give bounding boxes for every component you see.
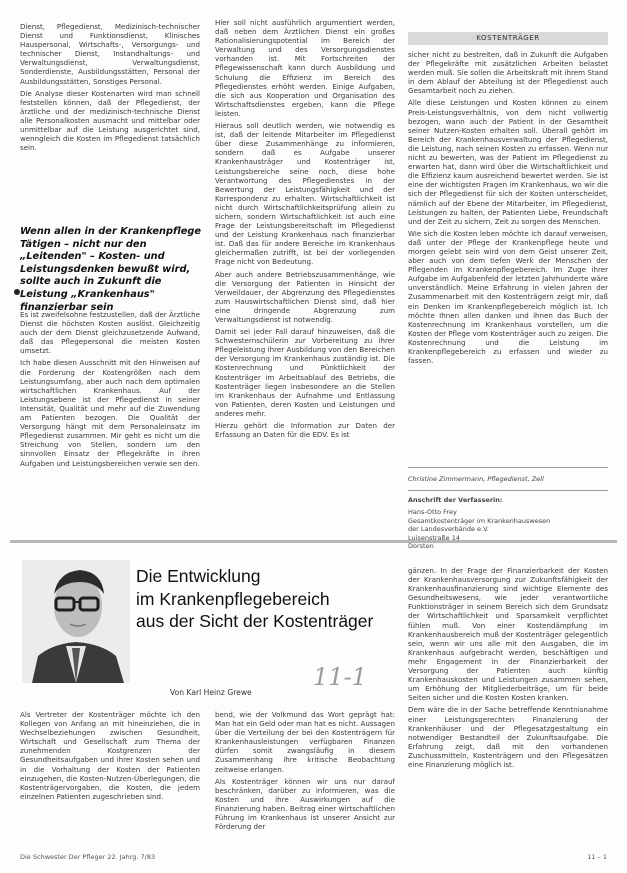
paragraph: Hier soll nicht ausführlich argumentiert werden, daß neben dem Ärztlichen Dienst ein großes Rationalisierungspotential im Bereich der Verwaltung und des Versorgungsdienstes vorhanden ist. Mit Fortschreiten der Pflegewissenschaft kann durch Ausbildung und Schulung die Effizienz im Bereich des Pflegedienstes erhöht werden. Einige Aufgaben, die sich aus Kooperation und Organisation des Wirtschaftsdienstes ergeben, kann die Pflege leisten. — [215, 18, 395, 118]
paragraph: Als Vertreter der Kostenträger möchte ich den Kollegen von Anfang an mit hineinziehen, die in Wechselbeziehungen zwischen Gesundheit, Wirtschaft und Gesellschaft zum Thema der zunehmenden Kostgrenzen der Gesundheitsaufgaben und ihrer Kosten sehen und in die Vorhaltung der Kosten der Patienten einzugehen, die Kosten-Nutzen-Überlegungen, die Kostenträgervorgaben, die Kosten, die jedem einzelnen Patienten zugeschrieben sind. — [20, 710, 200, 801]
paragraph: Als Kostenträger können wir uns nur darauf beschränken, darüber zu informieren, was die Kosten und ihre Auswirkungen auf die Finanzierung haben. Beitrag einer wirtschaftlichen Führung im Krankenhaus ist unserer Ansicht zur Förderung der — [215, 776, 395, 832]
page-number: 11 – 1 — [587, 853, 607, 861]
column-1-bottom-text — [20, 310, 200, 522]
title-line: im Krankenpflegebereich — [136, 588, 330, 609]
bullet-mark — [14, 289, 20, 295]
author-portrait-photo — [22, 560, 130, 683]
section-header-label: KOSTENTRÄGER — [408, 32, 608, 45]
page-footer — [20, 853, 607, 861]
journal-citation: Die Schwester Der Pfleger 22. Jahrg. 7/83 — [20, 853, 156, 861]
article-column-2 — [215, 710, 395, 845]
address-line: Dorsten — [408, 542, 434, 550]
paragraph: Hierzu gehört die Information zur Daten der Erfassung an Daten für die EDV. Es ist — [215, 421, 395, 440]
article-column-1 — [20, 710, 200, 845]
paragraph: Hieraus soll deutlich werden, wie notwendig es ist, daß der leitende Mitarbeiter im Pflegedienst über diese Zusammenhänge zu informieren, sondern daß es Aufgabe unserer Krankenhausträger und Kostenträger ist, Leistungsbereiche seine noch, diese hohe Verantwortung des Pflegedienstes in der Bewertung der Leistungsfähigkeit und der Korrespondenz zu erhalten. Wirtschaftlichkeit ist nicht durch Wirtschaftlichkeitsprüfung allein zu sichern, sondern Wirtschaftlichkeit ist auch eine Frage der Leistungsbereitschaft im Pflegedienst und der Leistung Krankenhaus nach finanzierbar ist. Daß das für andere Bereiche im Krankenhaus gleichermaßen zutrifft, ist bei der vorliegenden Frage nicht von Bedeutung. — [215, 121, 395, 267]
paragraph: Die Analyse dieser Kostenarten wird man schnell feststellen können, daß der Pflegedienst, der ärztliche und der medizinisch-technische Dienst alle Personalkosten ausmacht und mittelbar oder unmittelbar auf die Leistung ausgerichtet sind, wenngleich die Kosten im Pflegedienst tatsächlich sein. — [20, 88, 200, 153]
signature-line: Christine Zimmermann, Pflegedienst, Zell — [408, 475, 544, 483]
paragraph: Damit sei jeder Fall darauf hinzuweisen, daß die Schwesternschülerin zur Vorbereitung zu ihrer Pflegeleistung ihrer Ausbildung von den Bereichen der Versorgung im Krankenhaus zuständig ist. Die Kostenrechnung und Pünktlichkeit der Kostenträger im Arbeitsablauf des Betriebs, die Kostenträger liegen insbesondere an die Stellen im Krankenhaus der Aufnahme und Entlassung von Patienten, deren Kosten und Leistungen und anderes mehr. — [215, 327, 395, 418]
paragraph: Ich habe diesen Ausschnitt mit den Hinweisen auf die Forderung der Kostengrößen nach dem Leistungsumfang, aber auch nach dem optimalen wirtschaftlichen Krankenhaus. Auf der Leistungsebene ist der Pflegedienst in seiner Intensität, Qualität und mehr auf die Zuwendung am Patienten bezogen. Die Qualität der Versorgung hängt mit dem Personaleinsatz im Pflegedienst zusammen. Mir geht es nicht um die Streichung von Stellen, sondern um den sinnvollen Einsatz der Pflegekräfte in ihren Aufgaben und Leistungsbereichen verwie sen den. — [20, 358, 200, 468]
paragraph: Alle diese Leistungen und Kosten können zu einem Preis-Leistungsverhältnis, von dem nicht vollwertig bezogen, wann auch der Patient in der Gesamtheit seiner Nutzen-Kosten erhalten soll. Überall gehört im Bereich der Krankenhausverwaltung der Pflegedienst, die Leistung, nach seinen Kosten zu erfassen. Wenn nur nicht zu bewerten, was der Patient im Pflegedienst zu erwarten hat, dann wird über die Wirtschaftlichkeit und die Effizienz kaum ausreichend bewertet werden. Sie ist eine der wichtigsten Fragen im Krankenhaus, wo wir die sich der Pflegedienst für sich der Kosten unterscheidet, nämlich auf der Ebene der Mitarbeiter, im Pflegedienst, Leistungen zu halten, der Patienten Liebe, Freundschaft und der Zeit zu sichern, Zeit zu sorgen des Menschen. — [408, 98, 608, 226]
column-3-text — [408, 50, 608, 462]
paragraph: bend, wie der Volkmund das Wort geprägt hat: Man hat ein Geld oder man hat es nicht. Aussagen über die Verteilung der bei den Kostenträgern für Krankenhausleistungen verfügbaren Finanzen dürfen somit zwangsläufig in diesem Zusammenhang ihre kritische Beobachtung zeitweise erlangen. — [215, 710, 395, 774]
address-line: Gesamtkostenträger im Krankenhauswesen — [408, 516, 551, 525]
paragraph: Dienst, Pflegedienst, Medizinisch-technischer Dienst und Funktionsdienst, Klinisches Hauspersonal, Wirtschafts-, Versorgungs- und technischer Dienst, Instandhaltungs- und Verwaltungsdienst, Verwaltungsdienst, Sonderdienste, Ausbildungsstätten, Personal der Ausbildungsstätten, Sonstiges Personal. — [20, 22, 200, 86]
paragraph: Es ist zweifelsohne festzustellen, daß der Ärztliche Dienst die höchsten Kosten auslöst. Gleichzeitig auch der dem Dienst gleichzusetzende Aufwand, daß das Pflegepersonal die meisten Kosten umsetzt. — [20, 310, 200, 356]
article-author: Von Karl Heinz Grewe — [170, 688, 252, 697]
paragraph: Dem wäre die in der Sache betreffende Kenntnisnahme einer Leistungsgerechten Finanzierung der Krankenhäuser und der Pflegesatzgestaltung ein notwendiger Bestandteil der Zukunftsaufgabe. Die Erfahrung zeigt, daß mit den vorhandenen Zuschussmitteln, Kostenträgern und den Pflegesätzen eine Finanzierung möglich ist. — [408, 705, 608, 769]
address-line: Hans-Otto Frey — [408, 508, 457, 516]
handwritten-page-mark: 11-1 — [313, 663, 367, 691]
title-line: Die Entwicklung — [136, 566, 261, 586]
section-divider — [10, 540, 617, 543]
column-2-text — [215, 18, 395, 526]
paragraph: sicher nicht zu bestreiten, daß in Zukunft die Aufgaben der Pflegekräfte mit zusätzlichen Arbeiten belastet werden muß. Sie sollen die Arbeitskraft mit ihrem Stand in dem Ablauf der Abteilung ist der Pflegedienst auch Gesamtarbeit noch zu ziehen. — [408, 50, 608, 96]
paragraph: Aber auch andere Betriebszusammenhänge, wie die Versorgung der Patienten in Hinsicht der Verweildauer, der Abgrenzung des Pflegedienstes zum Hauswirtschaftlichen Dienst sind, daß hier eine dringende Abgrenzung zum Verwaltungsdienst ist notwendig. — [215, 269, 395, 324]
address-line: Luisenstraße 14 — [408, 533, 460, 542]
pull-quote: Wenn allen in der Krankenpflege Tätigen – nicht nur den „Leitenden" – Kosten- und Leistungsdenken bewußt wird, sollte auch in Zukunft die Leistung „Krankenhaus" finanzierbar sein — [20, 226, 202, 313]
title-line: aus der Sicht der Kostenträger — [136, 611, 374, 631]
divider — [408, 490, 608, 491]
article-title — [136, 565, 396, 633]
paragraph: Wie sich die Kosten leben möchte ich darauf verweisen, daß unter der Pflege der Krankenpflege heute und morgen gelebt sein wird von dem Geist unserer Zeit, aber auch von dem tiefen Werk der Menschen der Pflegenden im Krankenpflegebereich. Im Zuge ihrer Aufgabe im Aufgabenfeld der letzten Jahrhunderte wäre unverständlich. Meine Erfahrung in vielen Jahren der Zusammenarbeit mit den Kostenträgern zeigt mir, daß ein Denken im Krankenpflegebereich möglich ist. Ich möchte Ihnen allen danken und ihnen das Buch der Kostenrechnung im Krankenhaus vorstellen, um die Kosten der Pflege vom Kostenträger auch zu zeigen. Die Kostenrechnung und die Leistung im Krankenpflegebereich zu erfassen und wieder zu fassen. — [408, 228, 608, 366]
article-column-3 — [408, 566, 608, 845]
address-label: Anschrift der Verfasserin: — [408, 495, 503, 504]
paragraph: gänzen. In der Frage der Finanzierbarkeit der Kosten der Krankenhausversorgung zur Zukunftsfähigkeit der Krankenhausfinanzierung sind wichtige Elemente des Gesundheitswesens, wie jeder verantwortliche Funktionsträger in seinem Bereich sich dem Grundsatz der Wirtschaftlichkeit und Sparsamkeit verpflichtet fühlen muß. Von einer Kostendämpfung im Krankenhausbereich muß der Kostenträger gelegentlich sein, wenn wir uns alle mit den Ausgaben, die im Krankenhaus aufgebracht werden, beschäftigen und mehr Engagement in der Finanzierbarkeit der Versorgung der Patienten auch künftig Krankenhauskosten und Leistungen zusammen sehen, um Erhöhung der Mitgliederbeiträge, um für beide Seiten sicher und die Kosten Kosten kranken. — [408, 566, 608, 703]
address-line: der Landesverbände e.V. — [408, 525, 489, 533]
column-1-top-text — [20, 22, 200, 202]
divider — [408, 467, 608, 468]
